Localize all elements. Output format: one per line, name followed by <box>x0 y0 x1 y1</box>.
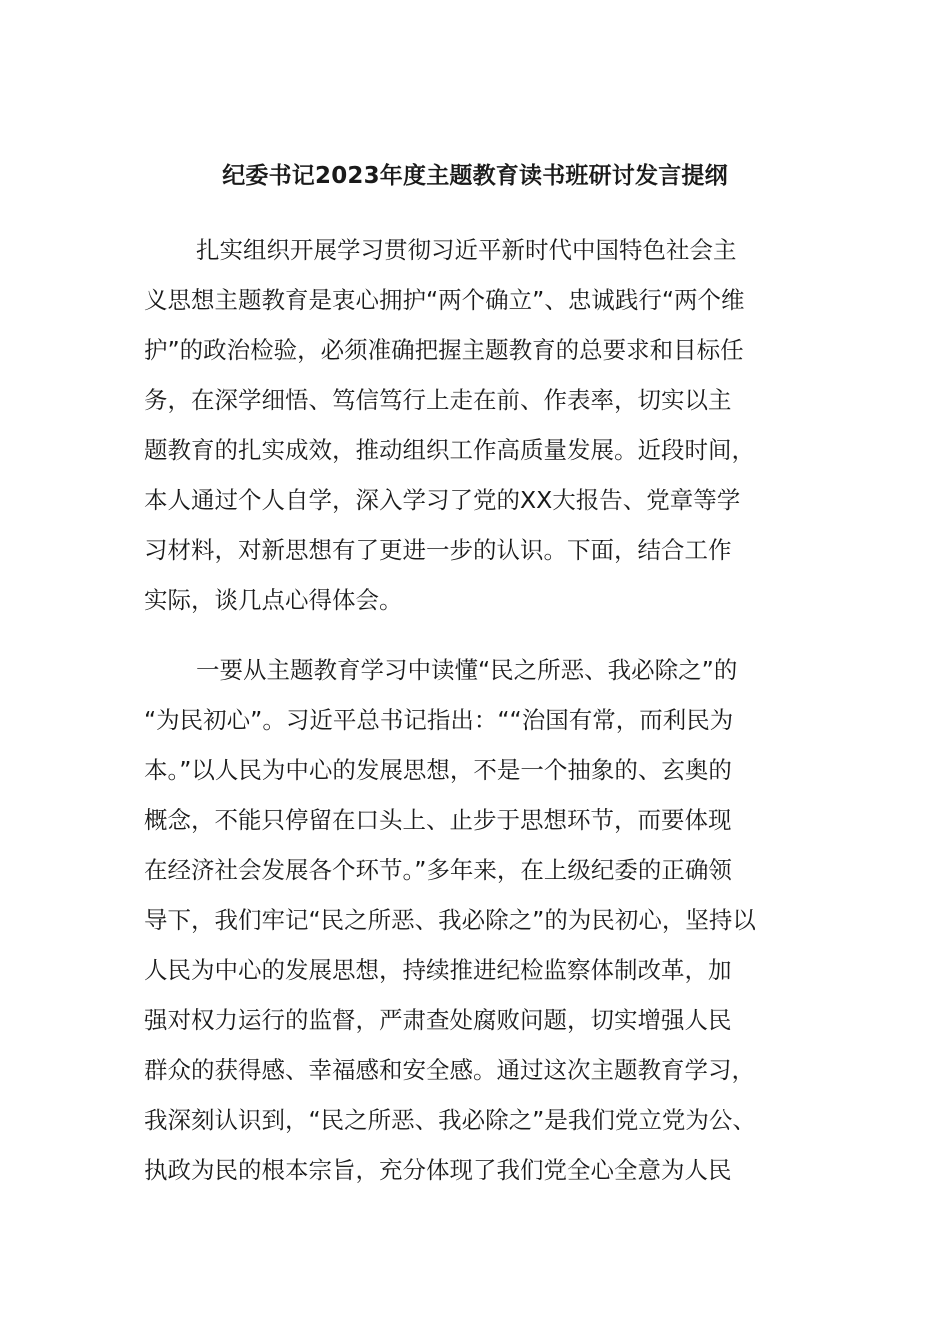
paragraph-line: 务，在深学细悟、笃信笃行上走在前、作表率，切实以主 <box>144 386 732 414</box>
paragraph-line: 护”的政治检验，必须准确把握主题教育的总要求和目标任 <box>144 336 744 364</box>
paragraph-line: 强对权力运行的监督，严肃查处腐败问题，切实增强人民 <box>144 1006 732 1034</box>
paragraph-line: 在经济社会发展各个环节。”多年来，在上级纪委的正确领 <box>144 856 732 884</box>
document-title: 纪委书记2023年度主题教育读书班研讨发言提纲 <box>222 163 728 189</box>
paragraph-line: 导下，我们牢记“民之所恶、我必除之”的为民初心，坚持以 <box>144 906 756 934</box>
paragraph-point-one <box>144 645 814 1195</box>
paragraph-line: 人民为中心的发展思想，持续推进纪检监察体制改革，加 <box>144 956 732 984</box>
paragraph-line: 义思想主题教育是衷心拥护“两个确立”、忠诚践行“两个维 <box>144 286 745 314</box>
paragraph-line: 一要从主题教育学习中读懂“民之所恶、我必除之”的 <box>196 656 738 684</box>
paragraph-line: 实际，谈几点心得体会。 <box>144 586 403 614</box>
paragraph-line: 群众的获得感、幸福感和安全感。通过这次主题教育学习， <box>144 1056 755 1084</box>
paragraph-line: 概念，不能只停留在口头上、止步于思想环节，而要体现 <box>144 806 732 834</box>
paragraph-line: 习材料，对新思想有了更进一步的认识。下面，结合工作 <box>144 536 732 564</box>
paragraph-line: 本。”以人民为中心的发展思想，不是一个抽象的、玄奥的 <box>144 756 732 784</box>
paragraph-line: 题教育的扎实成效，推动组织工作高质量发展。近段时间， <box>144 436 755 464</box>
paragraph-line: 扎实组织开展学习贯彻习近平新时代中国特色社会主 <box>196 236 737 264</box>
paragraph-line: 我深刻认识到，“民之所恶、我必除之”是我们党立党为公、 <box>144 1106 756 1134</box>
paragraph-line: 执政为民的根本宗旨，充分体现了我们党全心全意为人民 <box>144 1156 732 1184</box>
paragraph-line: 本人通过个人自学，深入学习了党的XX大报告、党章等学 <box>144 486 741 514</box>
paragraph-line: “为民初心”。习近平总书记指出：““治国有常，而利民为 <box>144 706 734 734</box>
paragraph-intro <box>144 225 814 625</box>
